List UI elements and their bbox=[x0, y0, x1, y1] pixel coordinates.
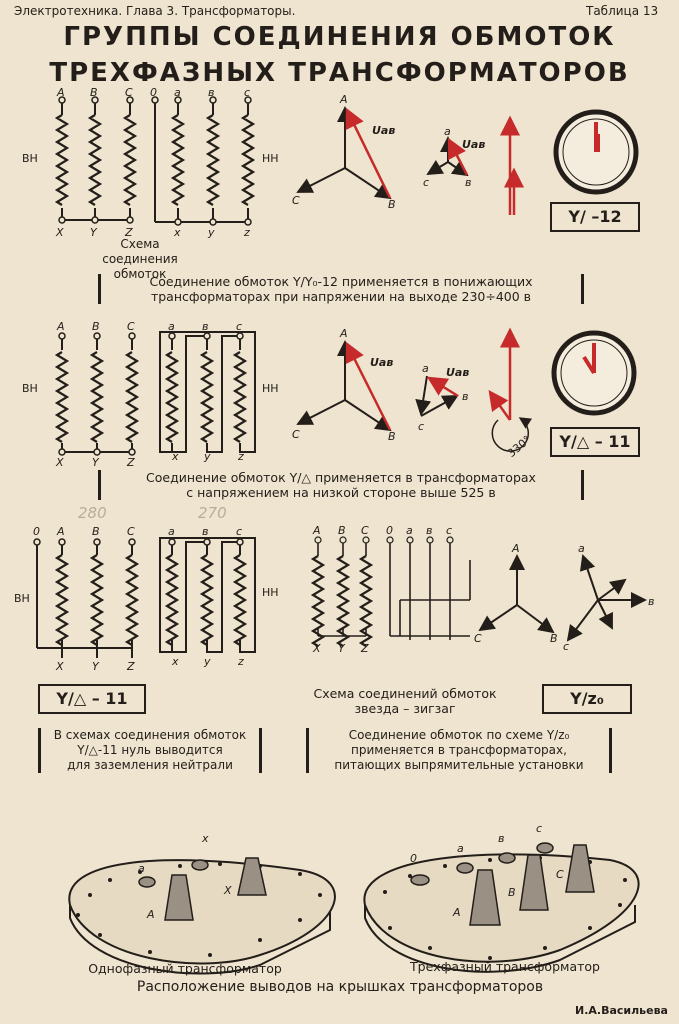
s2-label-b: в bbox=[202, 320, 209, 333]
s3-label-y: y bbox=[204, 655, 211, 668]
label-vn-1: ВН bbox=[22, 152, 38, 165]
header-left: Электротехника. Глава 3. Трансформаторы. bbox=[14, 4, 296, 18]
section3-note-right: Соединение обмоток по схеме Y/z₀ применяется в трансформаторах, питающих выпрямительные установки bbox=[306, 728, 612, 773]
section2-clock bbox=[554, 333, 634, 413]
label-x: x bbox=[174, 226, 181, 239]
lid2-A: A bbox=[453, 906, 461, 919]
zigzag-caption: Схема соединений обмоток звезда – зигзаг bbox=[313, 686, 497, 716]
section2-windings bbox=[57, 332, 255, 455]
label-nn-1: НН bbox=[262, 152, 279, 165]
zz-label-B: B bbox=[338, 524, 346, 537]
vec1-A: A bbox=[340, 93, 348, 106]
s2-label-Y: Y bbox=[92, 456, 99, 469]
s3-label-c: c bbox=[236, 525, 243, 538]
lid2-C: C bbox=[556, 868, 564, 881]
label-b: в bbox=[208, 86, 215, 99]
label-a: a bbox=[174, 86, 181, 99]
section1-red-arrows bbox=[510, 118, 514, 215]
section3-group-label-right: Y/z₀ bbox=[542, 684, 632, 714]
s3-label-C: C bbox=[127, 525, 135, 538]
vec1s-uab: Uав bbox=[462, 138, 486, 151]
s3-label-Z: Z bbox=[127, 660, 135, 673]
zz-label-0: 0 bbox=[386, 524, 393, 537]
zz-label-A: A bbox=[313, 524, 321, 537]
section1-vector-star bbox=[298, 108, 390, 198]
s3-label-z: z bbox=[238, 655, 244, 668]
zz-label-a: a bbox=[406, 524, 413, 537]
vec3z-c: c bbox=[563, 640, 570, 653]
lid1-a: a bbox=[138, 862, 145, 875]
s2-label-a: a bbox=[168, 320, 175, 333]
title-line1: ГРУППЫ СОЕДИНЕНИЯ ОБМОТОК bbox=[63, 22, 616, 52]
section2-red-arrows bbox=[490, 330, 528, 451]
s3-label-a: a bbox=[168, 525, 175, 538]
label-C: C bbox=[125, 86, 133, 99]
zz-label-Z: Z bbox=[361, 642, 369, 655]
s2-label-c: c bbox=[236, 320, 243, 333]
zz-label-c: c bbox=[446, 524, 453, 537]
section3-group-label-left: Y/△ – 11 bbox=[38, 684, 146, 714]
s2-label-B: B bbox=[92, 320, 100, 333]
section2-description: Соединение обмоток Y/△ применяется в трансформаторах с напряжением на низкой стороне выше 525 в bbox=[98, 470, 584, 500]
section1-group-label: Y/ –12 bbox=[550, 202, 640, 232]
label-c: c bbox=[244, 86, 251, 99]
section1-clock bbox=[556, 112, 636, 192]
lid1-A: A bbox=[147, 908, 155, 921]
three-phase-caption: Трехфазный трансформатор bbox=[410, 959, 600, 974]
vec1s-a: a bbox=[444, 125, 451, 138]
vec1s-b: в bbox=[465, 176, 472, 189]
lid1-X: X bbox=[224, 884, 232, 897]
scheme-caption: Схема соединения обмоток bbox=[102, 237, 178, 281]
lid1-x: x bbox=[202, 832, 209, 845]
zz-label-Y: Y bbox=[338, 642, 345, 655]
label-nn-2: НН bbox=[262, 382, 279, 395]
s2-label-C: C bbox=[127, 320, 135, 333]
label-Y: Y bbox=[90, 226, 97, 239]
lid2-c: c bbox=[536, 822, 543, 835]
vec3-C: C bbox=[474, 632, 482, 645]
label-X: X bbox=[56, 226, 64, 239]
handwritten-270: 270 bbox=[198, 504, 227, 522]
handwritten-280: 280 bbox=[78, 504, 107, 522]
author: И.А.Васильева bbox=[575, 1004, 668, 1017]
vec2-uab: Uав bbox=[370, 356, 394, 369]
vec2-B: B bbox=[388, 430, 396, 443]
vec2s-uab: Uав bbox=[446, 366, 470, 379]
lid2-B: B bbox=[508, 886, 516, 899]
label-A: A bbox=[57, 86, 65, 99]
vec1s-c: c bbox=[423, 176, 430, 189]
s2-label-x: x bbox=[172, 450, 179, 463]
vec3z-b: в bbox=[648, 595, 655, 608]
label-y: y bbox=[208, 226, 215, 239]
single-phase-caption: Однофазный трансформатор bbox=[88, 961, 282, 976]
section3-note-left: В схемах соединения обмоток Y/△-11 нуль выводится для заземления нейтрали bbox=[38, 728, 262, 773]
vec1-C: C bbox=[292, 194, 300, 207]
header-right: Таблица 13 bbox=[586, 4, 659, 18]
three-phase-transformer-lid bbox=[364, 843, 638, 972]
s3-label-A: A bbox=[57, 525, 65, 538]
s2-label-z: z bbox=[238, 450, 244, 463]
label-0: 0 bbox=[150, 86, 157, 99]
zz-label-b: в bbox=[426, 524, 433, 537]
s3-label-Y: Y bbox=[92, 660, 99, 673]
section3-windings-left bbox=[34, 538, 255, 658]
s2-label-y: y bbox=[204, 450, 211, 463]
single-phase-transformer-lid bbox=[69, 858, 335, 974]
s2-label-Z: Z bbox=[127, 456, 135, 469]
vec1-uab: Uав bbox=[372, 124, 396, 137]
vec2s-b: в bbox=[462, 390, 469, 403]
vec2s-a: a bbox=[422, 362, 429, 375]
s3-label-b: в bbox=[202, 525, 209, 538]
zz-label-X: X bbox=[313, 642, 321, 655]
label-nn-3: НН bbox=[262, 586, 279, 599]
vec2-C: C bbox=[292, 428, 300, 441]
label-z: z bbox=[244, 226, 250, 239]
lid2-a: a bbox=[457, 842, 464, 855]
label-vn-2: ВН bbox=[22, 382, 38, 395]
label-Z: Z bbox=[125, 226, 133, 239]
section1-description: Соединение обмоток Y/Y₀-12 применяется в понижающих трансформаторах при напряжении на выходе 230÷400 в bbox=[98, 274, 584, 304]
lid2-b: в bbox=[498, 832, 505, 845]
zz-label-C: C bbox=[361, 524, 369, 537]
section2-vector-delta bbox=[421, 376, 458, 416]
section1-windings bbox=[57, 97, 253, 225]
s3-label-B: B bbox=[92, 525, 100, 538]
section3-vector-star bbox=[480, 556, 553, 632]
s3-label-0: 0 bbox=[33, 525, 40, 538]
section3-vector-zigzag bbox=[568, 556, 645, 640]
bottom-caption: Расположение выводов на крышках трансформаторов bbox=[136, 979, 544, 995]
section3-windings-zigzag bbox=[313, 537, 470, 646]
label-B: B bbox=[90, 86, 98, 99]
section2-group-label: Y/△ – 11 bbox=[550, 427, 640, 457]
lid2-0: 0 bbox=[410, 852, 417, 865]
vec1-B: B bbox=[388, 198, 396, 211]
vec3-A: A bbox=[512, 542, 520, 555]
vec3z-a: a bbox=[578, 542, 585, 555]
s2-label-X: X bbox=[56, 456, 64, 469]
vec2-A: A bbox=[340, 327, 348, 340]
title-line2: ТРЕХФАЗНЫХ ТРАНСФОРМАТОРОВ bbox=[49, 58, 630, 88]
s3-label-X: X bbox=[56, 660, 64, 673]
vec2s-c: c bbox=[418, 420, 425, 433]
angle-330: 330° bbox=[504, 433, 534, 460]
label-vn-3: ВН bbox=[14, 592, 30, 605]
s2-label-A: A bbox=[57, 320, 65, 333]
vec3-B: B bbox=[550, 632, 558, 645]
s3-label-x: x bbox=[172, 655, 179, 668]
